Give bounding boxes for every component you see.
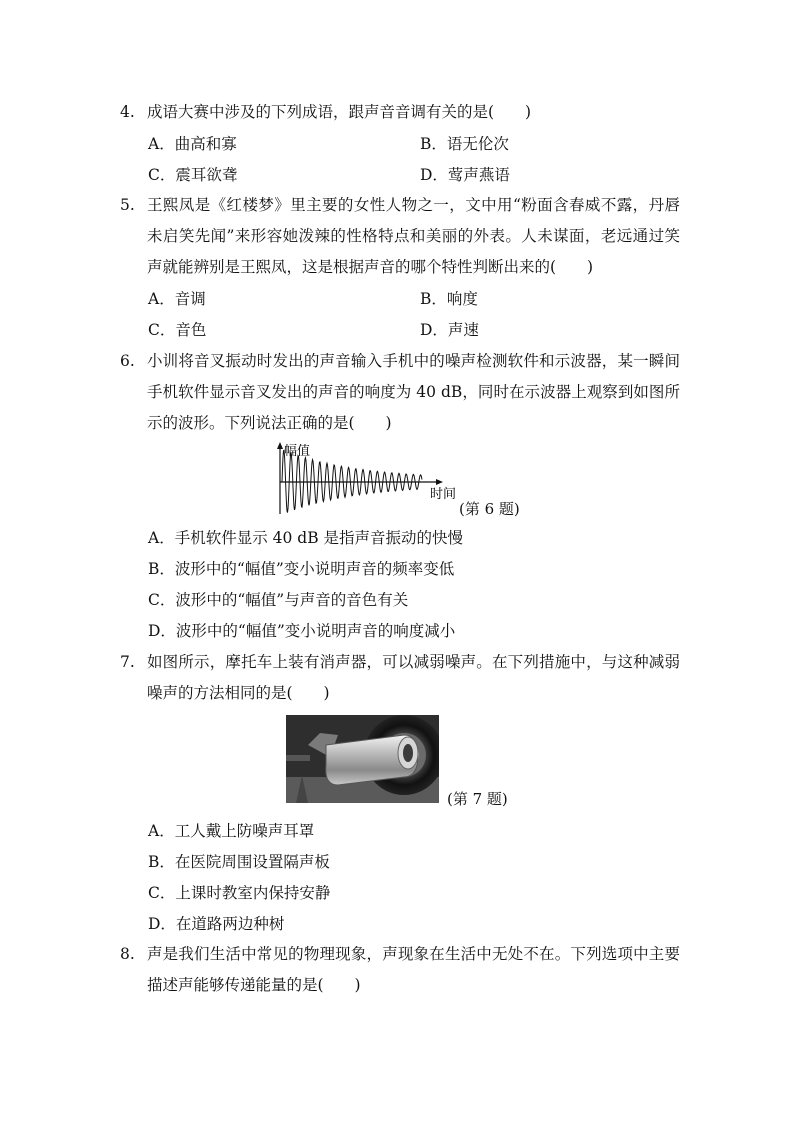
question-7 bbox=[120, 647, 680, 709]
y-axis-arrow bbox=[277, 442, 283, 449]
question-number: 7. bbox=[120, 653, 135, 671]
option-c: C．上课时教室内保持安静 bbox=[148, 884, 331, 902]
question-stem: 小训将音叉振动时发出的声音输入手机中的噪声检测软件和示波器，某一瞬间手机软件显示音叉发出的声音的响度为 40 dB，同时在示波器上观察到如图所示的波形。下列说法正确的是( ) bbox=[147, 352, 680, 432]
figure-caption: (第 6 题) bbox=[459, 500, 520, 518]
option-a: A．曲高和寡 bbox=[148, 135, 237, 153]
question-stem: 声是我们生活中常见的物理现象，声现象在生活中无处不在。下列选项中主要描述声能够传递能量的是( ) bbox=[147, 945, 680, 994]
figure-caption: (第 7 题) bbox=[447, 790, 508, 808]
x-axis-arrow bbox=[436, 479, 443, 485]
question-stem: 成语大赛中涉及的下列成语，跟声音音调有关的是( ) bbox=[147, 103, 532, 121]
option-b: B．在医院周围设置隔声板 bbox=[148, 853, 330, 871]
option-c: C．波形中的“幅值”与声音的音色有关 bbox=[148, 591, 409, 609]
x-axis-label: 时间 bbox=[430, 487, 457, 502]
option-d: D．莺声燕语 bbox=[420, 166, 510, 184]
question-stem: 王熙凤是《红楼梦》里主要的女性人物之一，文中用“粉面含春威不露，丹唇未启笑先闻”来形容她泼辣的性格特点和美丽的外表。人未谋面，老远通过笑声就能辨别是王熙凤，这是根据声音的哪个特性判断出来的( ) bbox=[147, 196, 680, 276]
option-a: A．工人戴上防噪声耳罩 bbox=[148, 822, 315, 840]
question-4 bbox=[120, 97, 680, 128]
option-b: B．波形中的“幅值”变小说明声音的频率变低 bbox=[148, 560, 455, 578]
question-5 bbox=[120, 190, 680, 283]
question-number: 5. bbox=[120, 196, 135, 214]
option-c: C．音色 bbox=[148, 321, 207, 339]
question-number: 8. bbox=[120, 945, 135, 963]
option-b: B．语无伦次 bbox=[420, 135, 509, 153]
question-number: 4. bbox=[120, 103, 135, 121]
question-number: 6. bbox=[120, 352, 135, 370]
muffler-photo bbox=[286, 715, 439, 803]
option-a: A．手机软件显示 40 dB 是指声音振动的快慢 bbox=[148, 529, 464, 547]
y-axis-label: 幅值 bbox=[284, 444, 311, 459]
question-8 bbox=[120, 939, 680, 1001]
option-d: D．声速 bbox=[420, 321, 479, 339]
option-d: D．在道路两边种树 bbox=[148, 915, 285, 933]
question-stem: 如图所示，摩托车上装有消声器，可以减弱噪声。在下列措施中，与这种减弱噪声的方法相同的是( ) bbox=[147, 653, 680, 702]
question-6 bbox=[120, 346, 680, 439]
option-d: D．波形中的“幅值”变小说明声音的响度减小 bbox=[148, 622, 456, 640]
option-b: B．响度 bbox=[420, 290, 478, 308]
option-c: C．震耳欲聋 bbox=[148, 166, 238, 184]
option-a: A．音调 bbox=[148, 290, 206, 308]
